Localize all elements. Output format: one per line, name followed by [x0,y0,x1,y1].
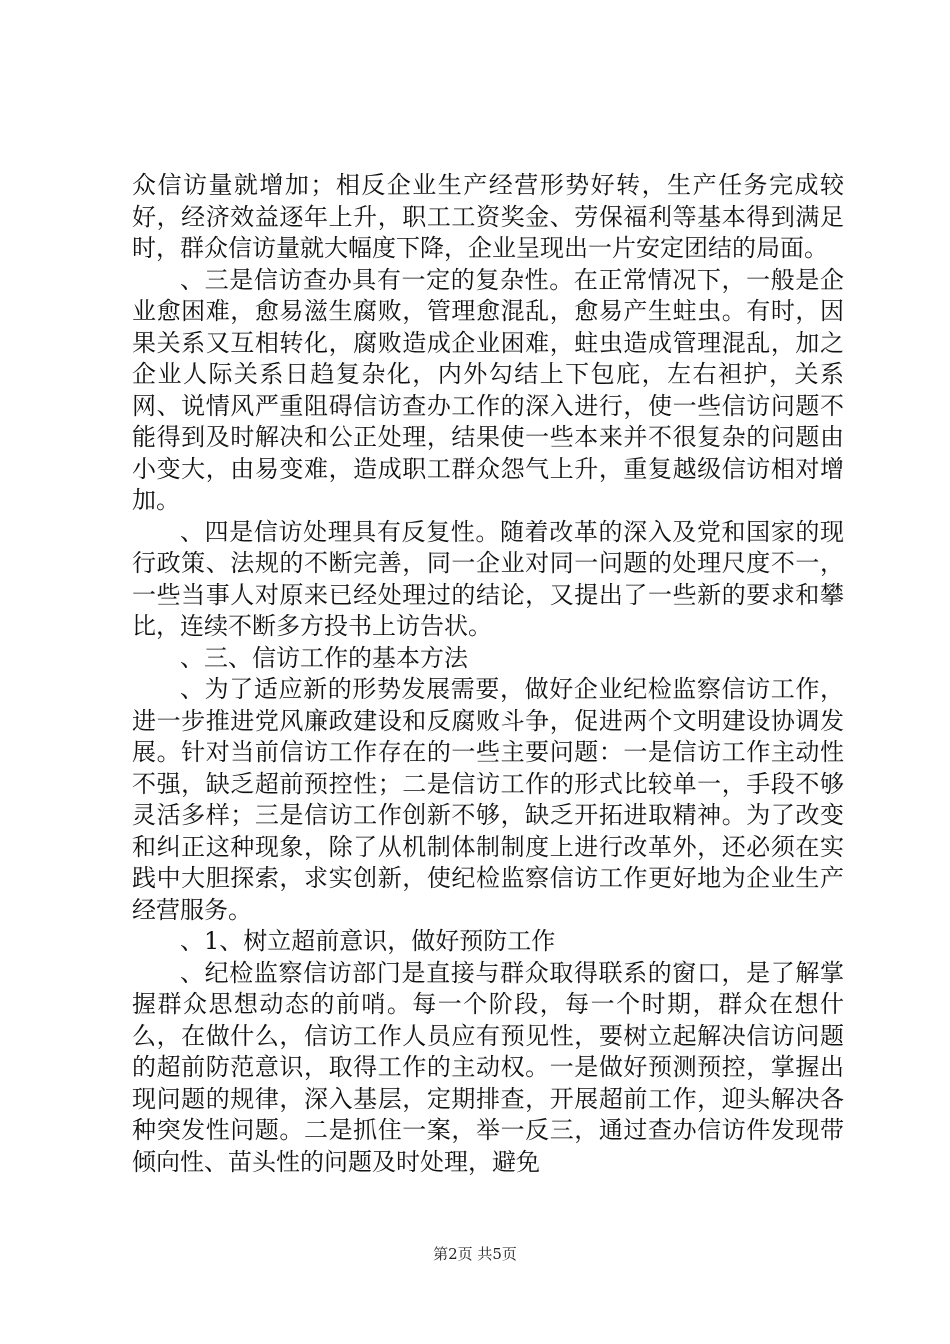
paragraph-3: 、四是信访处理具有反复性。随着改革的深入及党和国家的现行政策、法规的不断完善，同一企业对同一问题的处理尺度不一，一些当事人对原来已经处理过的结论，又提出了一些新的要求和攀比，连续不断多方投书上访告状。 [132,517,844,640]
paragraph-4: 、为了适应新的形势发展需要，做好企业纪检监察信访工作，进一步推进党风廉政建设和反腐败斗争，促进两个文明建设协调发展。针对当前信访工作存在的一些主要问题：一是信访工作主动性不强，缺乏超前预控性；二是信访工作的形式比较单一，手段不够灵活多样；三是信访工作创新不够，缺乏开拓进取精神。为了改变和纠正这种现象，除了从机制体制制度上进行改革外，还必须在实践中大胆探索，求实创新，使纪检监察信访工作更好地为企业生产经营服务。 [132,675,844,924]
page-footer: 第2页 共5页 [433,1245,517,1263]
subsection-heading-1: 、1、树立超前意识，做好预防工作 [180,927,556,955]
section-heading-3: 、三、信访工作的基本方法 [180,643,468,672]
paragraph-1: 众信访量就增加；相反企业生产经营形势好转，生产任务完成较好，经济效益逐年上升，职工工资奖金、劳保福利等基本得到满足时，群众信访量就大幅度下降，企业呈现出一片安定团结的局面。 [132,171,844,262]
document-body [132,170,844,1178]
paragraph-5: 、纪检监察信访部门是直接与群众取得联系的窗口，是了解掌握群众思想动态的前哨。每一个阶段，每一个时期，群众在想什么，在做什么，信访工作人员应有预见性，要树立起解决信访问题的超前防范意识，取得工作的主动权。一是做好预测预控，掌握出现问题的规律，深入基层，定期排查，开展超前工作，迎头解决各种突发性问题。二是抓住一案，举一反三，通过查办信访件发现带倾向性、苗头性的问题及时处理，避免 [132,958,844,1176]
paragraph-2: 、三是信访查办具有一定的复杂性。在正常情况下，一般是企业愈困难，愈易滋生腐败，管理愈混乱，愈易产生蛀虫。有时，因果关系又互相转化，腐败造成企业困难，蛀虫造成管理混乱，加之企业人际关系日趋复杂化，内外勾结上下包庇，左右袒护，关系网、说情风严重阻碍信访查办工作的深入进行，使一些信访问题不能得到及时解决和公正处理，结果使一些本来并不很复杂的问题由小变大，由易变难，造成职工群众怨气上升，重复越级信访相对增加。 [132,265,844,514]
